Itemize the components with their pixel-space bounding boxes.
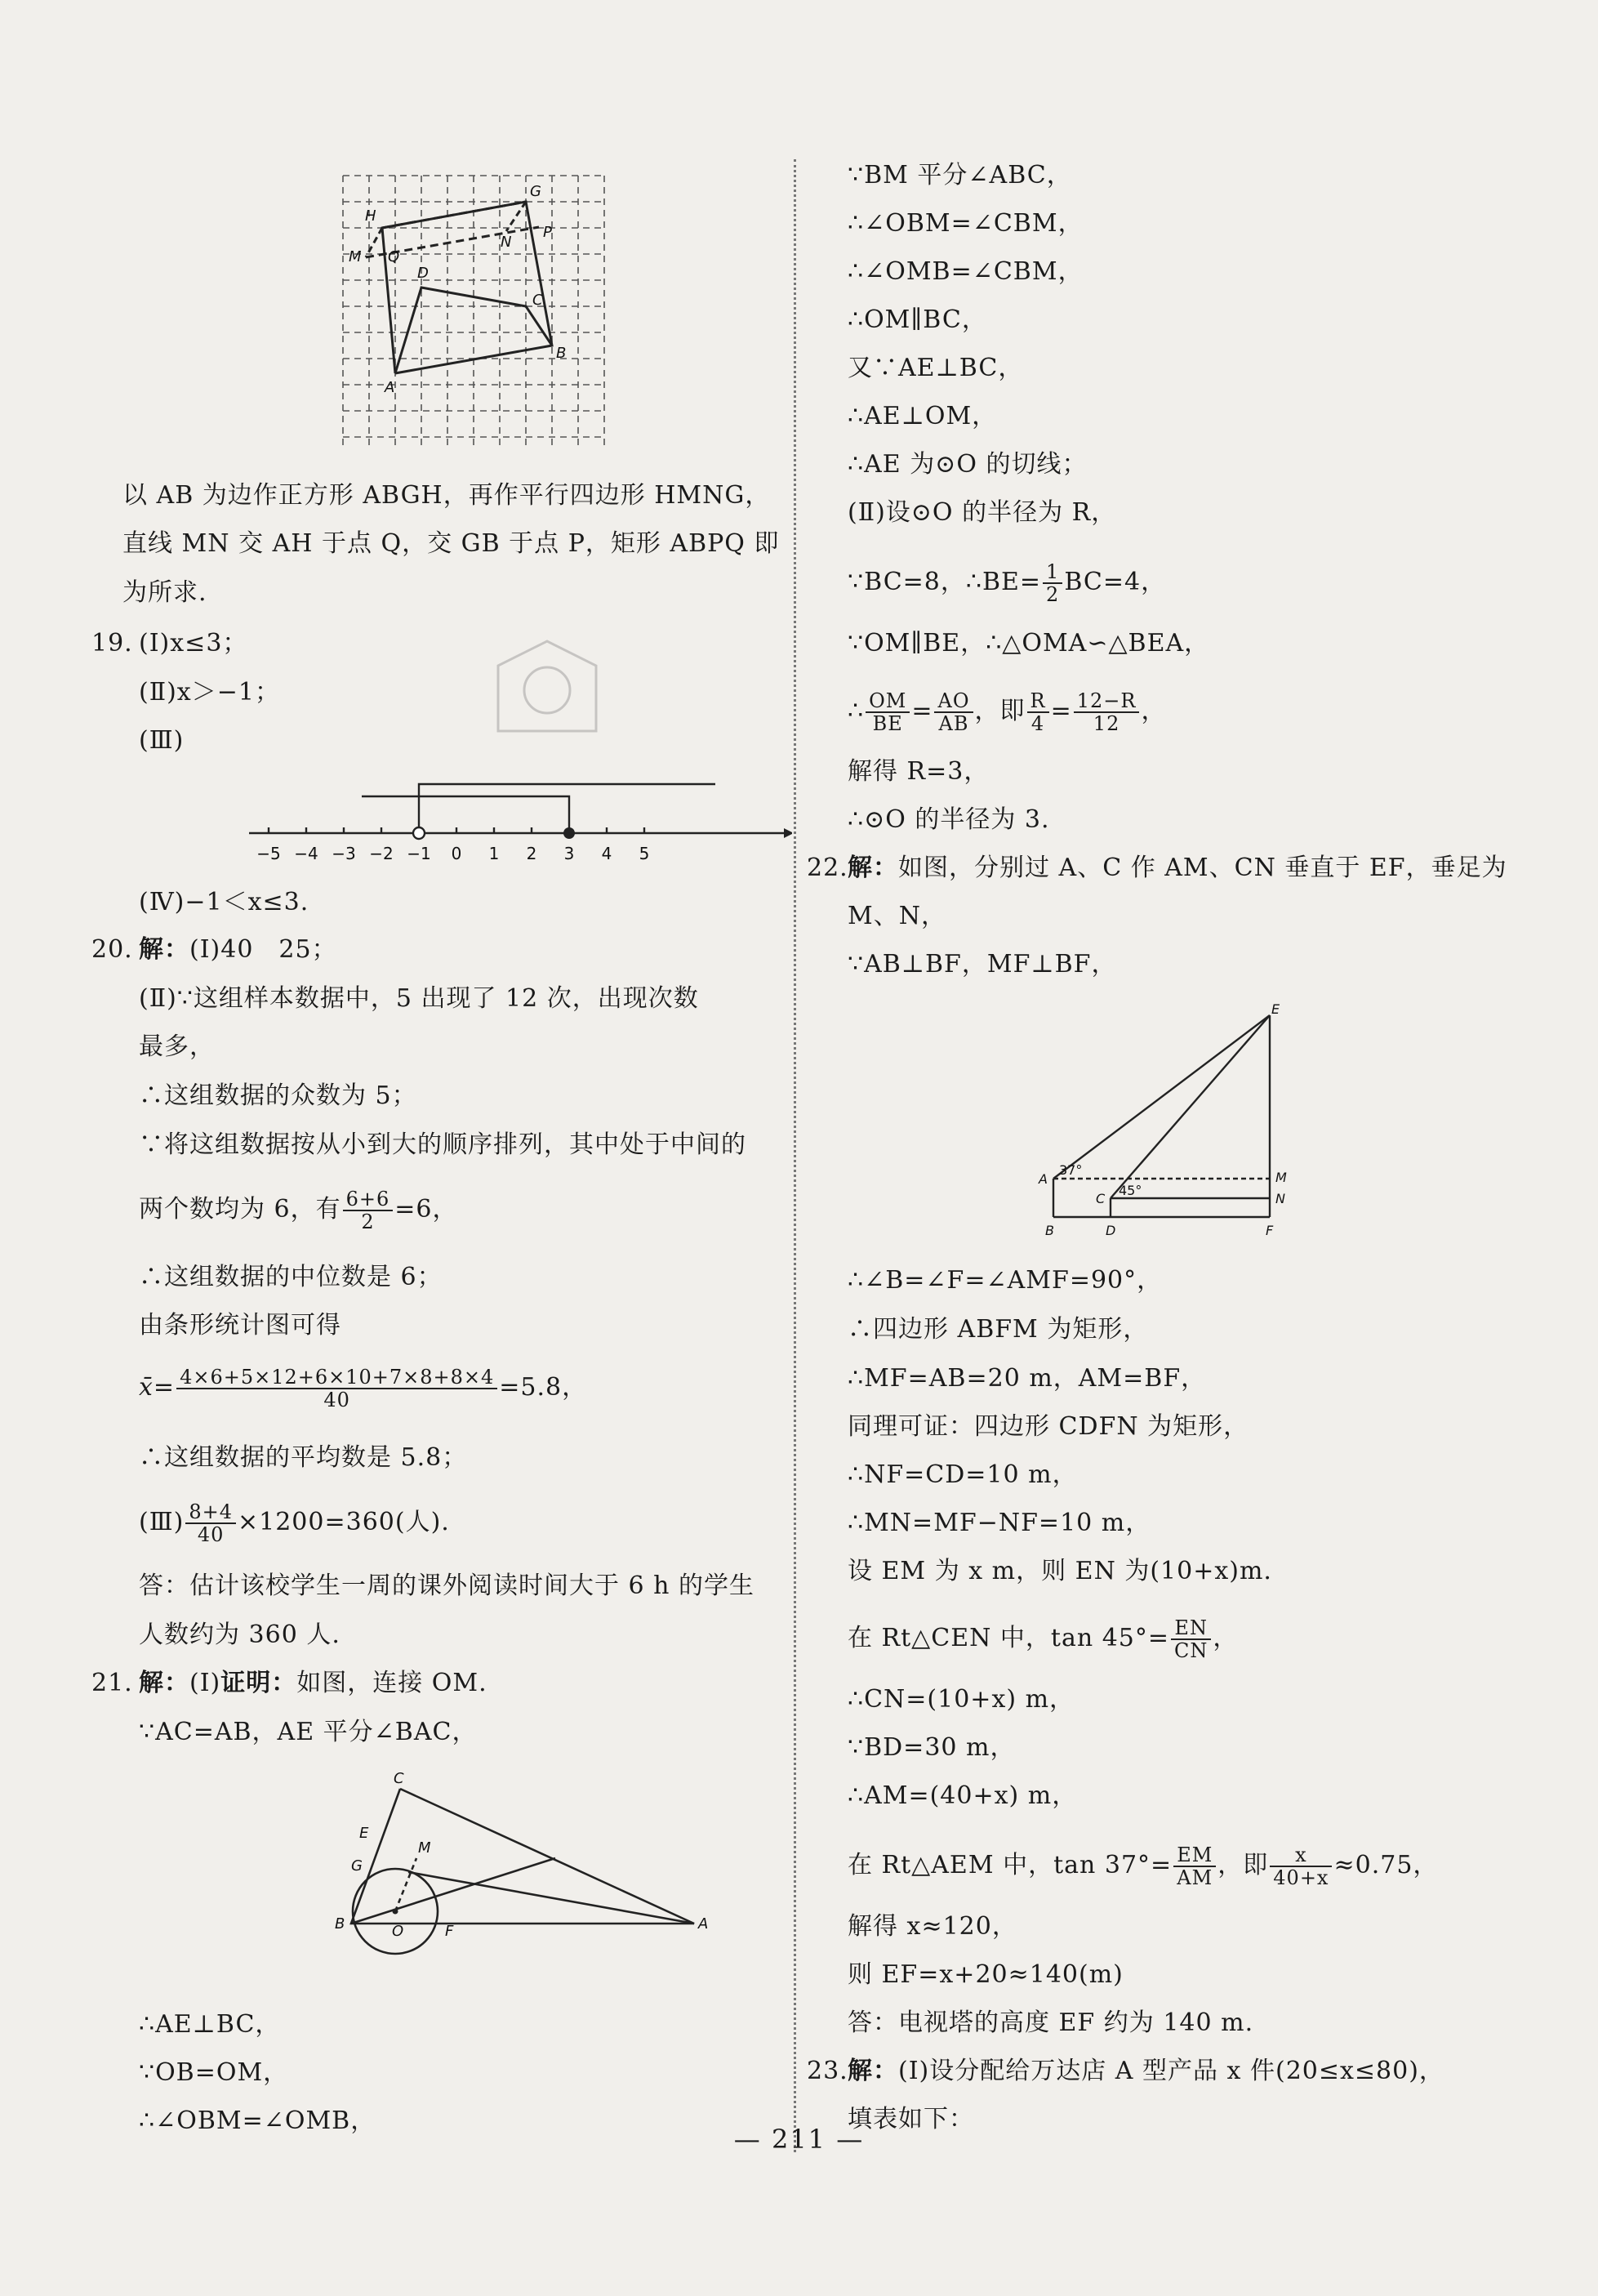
q20-answer-1: 答：估计该校学生一周的课外阅读时间大于 6 h 的学生 <box>139 1572 755 1600</box>
q22-line: ∵BD=30 m， <box>848 1733 1016 1762</box>
q19-part-ii: (Ⅱ)x＞−1； <box>139 678 280 707</box>
q20-answer-2: 人数约为 360 人. <box>139 1621 341 1649</box>
tick-label: −3 <box>332 844 356 863</box>
q22-line: ∴AM=(40+x) m， <box>848 1781 1078 1810</box>
closed-endpoint-3 <box>563 827 575 839</box>
q20-number: 20. <box>91 935 133 964</box>
q21-cont-line: ∵BM 平分∠ABC， <box>848 161 1072 189</box>
grid-label-p: P <box>543 224 552 241</box>
svg-text:F: F <box>1266 1223 1274 1238</box>
q22-line: 则 EF=x+20≈140(m) <box>848 1960 1124 1989</box>
ratio-line: ∴ $\frac{OM}{BE}$ = $\frac{AO}{AB}$ ，即 $\frac{R}{4}$ = $\frac{12-R}{12}$ ， <box>848 689 1167 735</box>
q20-part-i: (Ⅰ)40 25； <box>189 935 337 964</box>
grid-label-d: D <box>417 265 429 282</box>
q22-line: 同理可证：四边形 CDFN 为矩形， <box>848 1412 1249 1441</box>
svg-text:M: M <box>1275 1170 1287 1185</box>
q20-ii-8: ∴这组数据的平均数是 5.8； <box>139 1443 468 1472</box>
q18-line-1: 以 AB 为边作正方形 ABGH，再作平行四边形 HMNG， <box>122 481 771 510</box>
svg-text:D: D <box>1106 1223 1116 1238</box>
svg-text:45°: 45° <box>1119 1183 1142 1198</box>
svg-text:C: C <box>1096 1191 1106 1206</box>
q22-line: ∴MF=AB=20 m，AM=BF， <box>848 1364 1207 1393</box>
tick-label: −4 <box>294 844 318 863</box>
q20-head: 解： <box>139 935 189 964</box>
tick-label: 4 <box>601 844 612 863</box>
q21-cont-line: ∴∠OBM=∠CBM， <box>848 209 1084 238</box>
q21-line-3: ∴AE⊥BC， <box>139 2010 281 2039</box>
q22-line: 设 EM 为 x m，则 EN 为(10+x)m. <box>848 1557 1272 1585</box>
number-line-figure <box>245 780 792 870</box>
q20-ii-4: ∵将这组数据按从小到大的顺序排列，其中处于中间的 <box>139 1130 746 1159</box>
grid-label-n: N <box>501 234 512 251</box>
grid-label-c: C <box>532 292 543 309</box>
tick-label: 2 <box>526 844 537 863</box>
q18-line-2: 直线 MN 交 AH 于点 Q，交 GB 于点 P，矩形 ABPQ 即 <box>122 529 780 558</box>
radius-answer: ∴⊙O 的半径为 3. <box>848 805 1050 834</box>
grid-construction-figure <box>339 172 719 453</box>
q21-cont-line: (Ⅱ)设⊙O 的半径为 R， <box>848 498 1117 527</box>
grid-label-a: A <box>385 379 395 396</box>
tower-figure <box>1037 1001 1315 1246</box>
solve-r: 解得 R=3， <box>848 757 990 786</box>
q22-line: ∴∠B=∠F=∠AMF=90°， <box>848 1266 1163 1295</box>
svg-text:G: G <box>351 1857 363 1875</box>
grid-label-g: G <box>530 183 541 200</box>
svg-text:37°: 37° <box>1059 1162 1083 1178</box>
proportion-fraction: $\frac{8+4}{40}$ <box>185 1501 236 1545</box>
svg-text:O: O <box>392 1923 404 1940</box>
q21-cont-line: ∴AE 为⊙O 的切线； <box>848 450 1088 479</box>
open-endpoint-minus-1 <box>413 827 425 839</box>
svg-text:N: N <box>1275 1191 1285 1206</box>
q20-ii-6: ∴这组数据的中位数是 6； <box>139 1263 443 1291</box>
grid-label-h: H <box>365 207 376 225</box>
tick-label: 0 <box>451 844 462 863</box>
q21-line-4: ∵OB=OM， <box>139 2058 289 2087</box>
tick-label: −5 <box>256 844 281 863</box>
mean-lhs: x̄= <box>139 1373 176 1402</box>
grid-label-q: Q <box>388 248 400 265</box>
circle-tangent-figure <box>327 1768 719 1981</box>
q22-line: M、N， <box>848 902 946 930</box>
q21-cont-line: ∴AE⊥OM， <box>848 402 998 430</box>
q22-line: ∴MN=MF−NF=10 m， <box>848 1509 1151 1537</box>
svg-text:B: B <box>335 1915 345 1933</box>
q21-line-2: ∵AC=AB，AE 平分∠BAC， <box>139 1718 478 1746</box>
q21-cont-line: ∴∠OMB=∠CBM， <box>848 257 1084 286</box>
svg-text:E: E <box>359 1825 369 1842</box>
q21-line-5: ∴∠OBM=∠OMB， <box>139 2107 376 2135</box>
q18-line-3: 为所求. <box>122 578 207 607</box>
q20-ii-3: ∴这组数据的众数为 5； <box>139 1081 417 1110</box>
q22-answer: 答：电视塔的高度 EF 约为 140 m. <box>848 2008 1254 2037</box>
q20-ii-2: 最多， <box>139 1032 215 1061</box>
q22-line: ∴CN=(10+x) m， <box>848 1685 1075 1714</box>
q22-number: 22. <box>807 854 848 882</box>
svg-text:C: C <box>394 1770 404 1787</box>
bc-line: ∵BC=8，∴BE= $\frac{1}{2}$ BC=4， <box>848 560 1167 606</box>
q21-cont-line: ∴OM∥BC， <box>848 305 987 334</box>
page-number: — 211 — <box>733 2124 865 2155</box>
q23-number: 23. <box>807 2057 848 2085</box>
column-divider <box>794 159 796 2152</box>
q19-number: 19. <box>91 629 133 658</box>
grid-label-m: M <box>349 248 362 265</box>
q22-line: 解得 x≈120， <box>848 1912 1017 1941</box>
tick-label: 5 <box>639 844 650 863</box>
q20-ii-5a: 两个数均为 6，有 <box>139 1195 341 1224</box>
q19-part-i: (Ⅰ)x≤3； <box>139 629 248 658</box>
q19-part-iii: (Ⅲ) <box>139 726 185 755</box>
similar-line: ∵OM∥BE，∴△OMA∽△BEA， <box>848 629 1210 658</box>
median-fraction: $\frac{6+6}{2}$ <box>343 1188 394 1233</box>
svg-text:B: B <box>1045 1223 1054 1238</box>
tick-label: −2 <box>369 844 394 863</box>
tick-label: −1 <box>407 844 431 863</box>
q22-line: ∵AB⊥BF，MF⊥BF， <box>848 950 1117 979</box>
q19-part-iv: (Ⅳ)−1＜x≤3. <box>139 888 309 916</box>
q21-cont-line: 又∵AE⊥BC， <box>848 354 1024 382</box>
tick-label: 3 <box>563 844 575 863</box>
q23-line: 填表如下： <box>848 2105 974 2133</box>
svg-text:F: F <box>445 1923 454 1940</box>
q22-line: ∴四边形 ABFM 为矩形， <box>848 1315 1149 1344</box>
grid-label-b: B <box>556 345 567 362</box>
q22-line: ∴NF=CD=10 m， <box>848 1460 1078 1489</box>
tan37-line: 在 Rt△AEM 中，tan 37°= $\frac{EM}{AM}$ ，即 $\frac{x}{40+x}$ ≈0.75， <box>848 1843 1439 1889</box>
mean-fraction: $\frac{4\times 6+5\times 12+6\times 10+7\times 8+8\times 4}{40}$ <box>176 1366 497 1411</box>
q21-number: 21. <box>91 1669 133 1697</box>
svg-text:A: A <box>698 1915 709 1933</box>
tick-label: 1 <box>488 844 500 863</box>
stamp-logo <box>482 633 612 756</box>
svg-text:A: A <box>1039 1171 1048 1187</box>
q20-ii-1: (Ⅱ)∵这组样本数据中，5 出现了 12 次，出现次数 <box>139 984 699 1013</box>
tan45-line: 在 Rt△CEN 中，tan 45°= $\frac{EN}{CN}$ ， <box>848 1616 1239 1662</box>
svg-text:E: E <box>1271 1001 1280 1017</box>
q20-ii-7: 由条形统计图可得 <box>139 1311 341 1340</box>
svg-text:M: M <box>418 1839 431 1857</box>
